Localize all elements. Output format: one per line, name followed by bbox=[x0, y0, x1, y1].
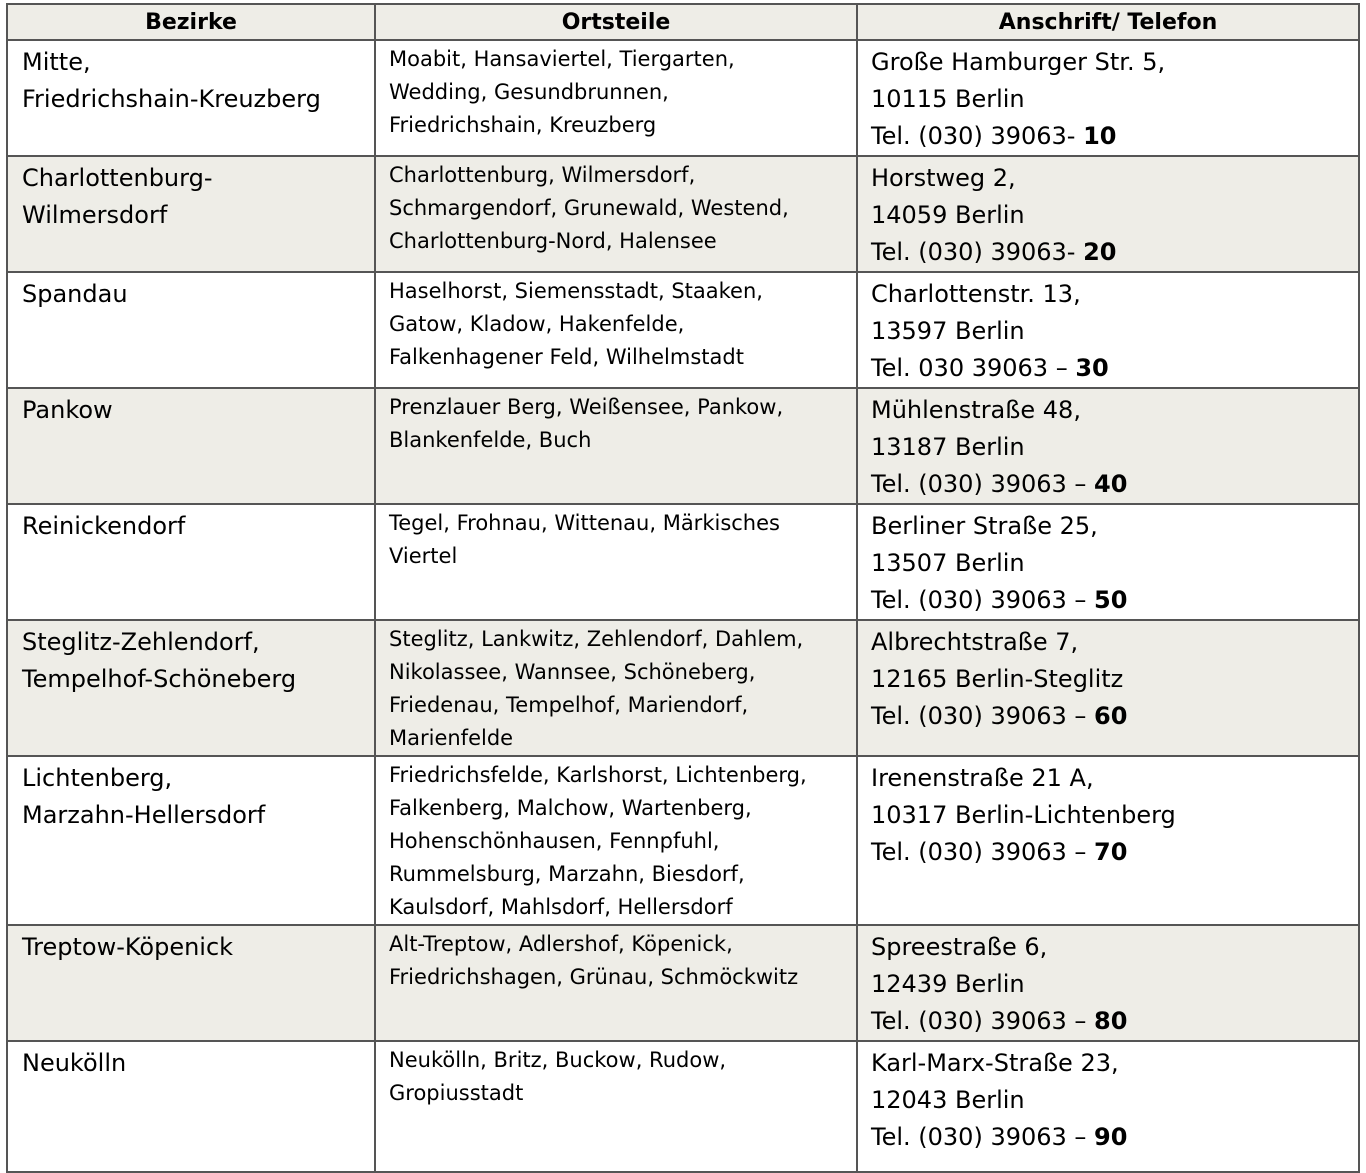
phone-extension: 60 bbox=[1094, 702, 1128, 730]
ortsteile-cell bbox=[375, 620, 857, 756]
street-address: Irenenstraße 21 A, bbox=[871, 764, 1094, 792]
ortsteile-cell bbox=[375, 272, 857, 388]
phone-extension: 90 bbox=[1094, 1123, 1128, 1151]
ortsteile-cell bbox=[375, 504, 857, 620]
bezirk-cell bbox=[7, 756, 375, 925]
bezirk-line: Reinickendorf bbox=[22, 512, 186, 540]
anschrift-cell bbox=[857, 388, 1359, 504]
ortsteile-line: Charlottenburg, Wilmersdorf, bbox=[389, 163, 696, 187]
header-ortsteile: Ortsteile bbox=[375, 4, 857, 40]
street-address: Karl-Marx-Straße 23, bbox=[871, 1049, 1119, 1077]
ortsteile-line: Wedding, Gesundbrunnen, bbox=[389, 80, 669, 104]
bezirk-line: Tempelhof-Schöneberg bbox=[22, 665, 297, 693]
phone-number bbox=[871, 698, 1350, 735]
postal-city: 10317 Berlin-Lichtenberg bbox=[871, 801, 1176, 829]
ortsteile-line: Nikolassee, Wannsee, Schöneberg, bbox=[389, 660, 756, 684]
phone-extension: 40 bbox=[1094, 470, 1128, 498]
phone-extension: 30 bbox=[1075, 354, 1109, 382]
street-address: Große Hamburger Str. 5, bbox=[871, 48, 1166, 76]
bezirk-cell bbox=[7, 1041, 375, 1172]
table-row bbox=[7, 1041, 1359, 1172]
bezirk-cell bbox=[7, 925, 375, 1041]
header-row bbox=[7, 4, 1359, 40]
postal-city: 13507 Berlin bbox=[871, 549, 1025, 577]
bezirk-cell bbox=[7, 620, 375, 756]
phone-prefix: Tel. (030) 39063 – bbox=[871, 470, 1095, 498]
header-anschrift-telefon: Anschrift/ Telefon bbox=[857, 4, 1359, 40]
bezirk-line: Steglitz-Zehlendorf, bbox=[22, 628, 260, 656]
postal-city: 12043 Berlin bbox=[871, 1086, 1025, 1114]
bezirk-line: Treptow-Köpenick bbox=[22, 933, 234, 961]
street-address: Charlottenstr. 13, bbox=[871, 280, 1081, 308]
ortsteile-line: Kaulsdorf, Mahlsdorf, Hellersdorf bbox=[389, 895, 733, 919]
bezirk-line: Friedrichshain-Kreuzberg bbox=[22, 85, 321, 113]
bezirk-line: Mitte, bbox=[22, 48, 91, 76]
ortsteile-line: Alt-Treptow, Adlershof, Köpenick, bbox=[389, 932, 733, 956]
table-row bbox=[7, 40, 1359, 156]
table-row bbox=[7, 620, 1359, 756]
phone-extension: 70 bbox=[1094, 838, 1128, 866]
phone-number bbox=[871, 118, 1350, 155]
ortsteile-line: Neukölln, Britz, Buckow, Rudow, bbox=[389, 1048, 727, 1072]
anschrift-cell bbox=[857, 620, 1359, 756]
anschrift-cell bbox=[857, 925, 1359, 1041]
table-row bbox=[7, 756, 1359, 925]
street-address: Berliner Straße 25, bbox=[871, 512, 1098, 540]
bezirk-cell bbox=[7, 40, 375, 156]
ortsteile-line: Falkenberg, Malchow, Wartenberg, bbox=[389, 796, 752, 820]
bezirk-line: Lichtenberg, bbox=[22, 764, 173, 792]
bezirk-cell bbox=[7, 388, 375, 504]
ortsteile-line: Haselhorst, Siemensstadt, Staaken, bbox=[389, 279, 763, 303]
phone-number bbox=[871, 234, 1350, 271]
table-row bbox=[7, 504, 1359, 620]
anschrift-cell bbox=[857, 504, 1359, 620]
bezirk-line: Charlottenburg- bbox=[22, 164, 213, 192]
bezirk-line: Pankow bbox=[22, 396, 113, 424]
street-address: Horstweg 2, bbox=[871, 164, 1016, 192]
table-row bbox=[7, 925, 1359, 1041]
ortsteile-line: Falkenhagener Feld, Wilhelmstadt bbox=[389, 345, 744, 369]
phone-prefix: Tel. (030) 39063 – bbox=[871, 1123, 1095, 1151]
phone-number bbox=[871, 350, 1350, 387]
ortsteile-cell bbox=[375, 388, 857, 504]
phone-prefix: Tel. (030) 39063- bbox=[871, 122, 1084, 150]
ortsteile-line: Friedenau, Tempelhof, Mariendorf, bbox=[389, 693, 749, 717]
phone-extension: 50 bbox=[1094, 586, 1128, 614]
anschrift-cell bbox=[857, 40, 1359, 156]
ortsteile-line: Moabit, Hansaviertel, Tiergarten, bbox=[389, 47, 735, 71]
ortsteile-line: Gropiusstadt bbox=[389, 1081, 524, 1105]
ortsteile-cell bbox=[375, 1041, 857, 1172]
postal-city: 14059 Berlin bbox=[871, 201, 1025, 229]
postal-city: 13597 Berlin bbox=[871, 317, 1025, 345]
phone-prefix: Tel. (030) 39063 – bbox=[871, 1007, 1095, 1035]
ortsteile-line: Rummelsburg, Marzahn, Biesdorf, bbox=[389, 862, 745, 886]
anschrift-cell bbox=[857, 756, 1359, 925]
postal-city: 10115 Berlin bbox=[871, 85, 1025, 113]
bezirk-cell bbox=[7, 272, 375, 388]
ortsteile-line: Friedrichshagen, Grünau, Schmöckwitz bbox=[389, 965, 799, 989]
bezirk-line: Wilmersdorf bbox=[22, 201, 168, 229]
bezirk-line: Spandau bbox=[22, 280, 128, 308]
anschrift-cell bbox=[857, 156, 1359, 272]
bezirk-cell bbox=[7, 504, 375, 620]
street-address: Spreestraße 6, bbox=[871, 933, 1048, 961]
ortsteile-cell bbox=[375, 925, 857, 1041]
bezirk-cell bbox=[7, 156, 375, 272]
ortsteile-line: Schmargendorf, Grunewald, Westend, bbox=[389, 196, 789, 220]
phone-prefix: Tel. (030) 39063 – bbox=[871, 586, 1095, 614]
phone-number bbox=[871, 1003, 1350, 1040]
phone-extension: 10 bbox=[1083, 122, 1117, 150]
bezirke-table bbox=[6, 3, 1360, 1173]
street-address: Mühlenstraße 48, bbox=[871, 396, 1081, 424]
postal-city: 12439 Berlin bbox=[871, 970, 1025, 998]
ortsteile-cell bbox=[375, 40, 857, 156]
ortsteile-line: Blankenfelde, Buch bbox=[389, 428, 592, 452]
ortsteile-cell bbox=[375, 756, 857, 925]
header-bezirke: Bezirke bbox=[7, 4, 375, 40]
ortsteile-line: Viertel bbox=[389, 544, 458, 568]
ortsteile-line: Prenzlauer Berg, Weißensee, Pankow, bbox=[389, 395, 784, 419]
ortsteile-line: Charlottenburg-Nord, Halensee bbox=[389, 229, 717, 253]
postal-city: 13187 Berlin bbox=[871, 433, 1025, 461]
phone-number bbox=[871, 1119, 1350, 1156]
phone-extension: 80 bbox=[1094, 1007, 1128, 1035]
phone-number bbox=[871, 582, 1350, 619]
anschrift-cell bbox=[857, 1041, 1359, 1172]
phone-prefix: Tel. (030) 39063- bbox=[871, 238, 1084, 266]
phone-number bbox=[871, 834, 1350, 871]
table-row bbox=[7, 272, 1359, 388]
ortsteile-line: Steglitz, Lankwitz, Zehlendorf, Dahlem, bbox=[389, 627, 804, 651]
bezirk-line: Neukölln bbox=[22, 1049, 127, 1077]
ortsteile-line: Friedrichshain, Kreuzberg bbox=[389, 113, 657, 137]
ortsteile-line: Marienfelde bbox=[389, 726, 514, 750]
street-address: Albrechtstraße 7, bbox=[871, 628, 1079, 656]
ortsteile-line: Friedrichsfelde, Karlshorst, Lichtenberg, bbox=[389, 763, 807, 787]
table-row bbox=[7, 388, 1359, 504]
anschrift-cell bbox=[857, 272, 1359, 388]
ortsteile-line: Hohenschönhausen, Fennpfuhl, bbox=[389, 829, 720, 853]
ortsteile-line: Gatow, Kladow, Hakenfelde, bbox=[389, 312, 685, 336]
phone-number bbox=[871, 466, 1350, 503]
table-row bbox=[7, 156, 1359, 272]
phone-prefix: Tel. (030) 39063 – bbox=[871, 838, 1095, 866]
ortsteile-cell bbox=[375, 156, 857, 272]
ortsteile-line: Tegel, Frohnau, Wittenau, Märkisches bbox=[389, 511, 780, 535]
phone-prefix: Tel. 030 39063 – bbox=[871, 354, 1076, 382]
postal-city: 12165 Berlin-Steglitz bbox=[871, 665, 1124, 693]
phone-extension: 20 bbox=[1083, 238, 1117, 266]
phone-prefix: Tel. (030) 39063 – bbox=[871, 702, 1095, 730]
bezirk-line: Marzahn-Hellersdorf bbox=[22, 801, 266, 829]
